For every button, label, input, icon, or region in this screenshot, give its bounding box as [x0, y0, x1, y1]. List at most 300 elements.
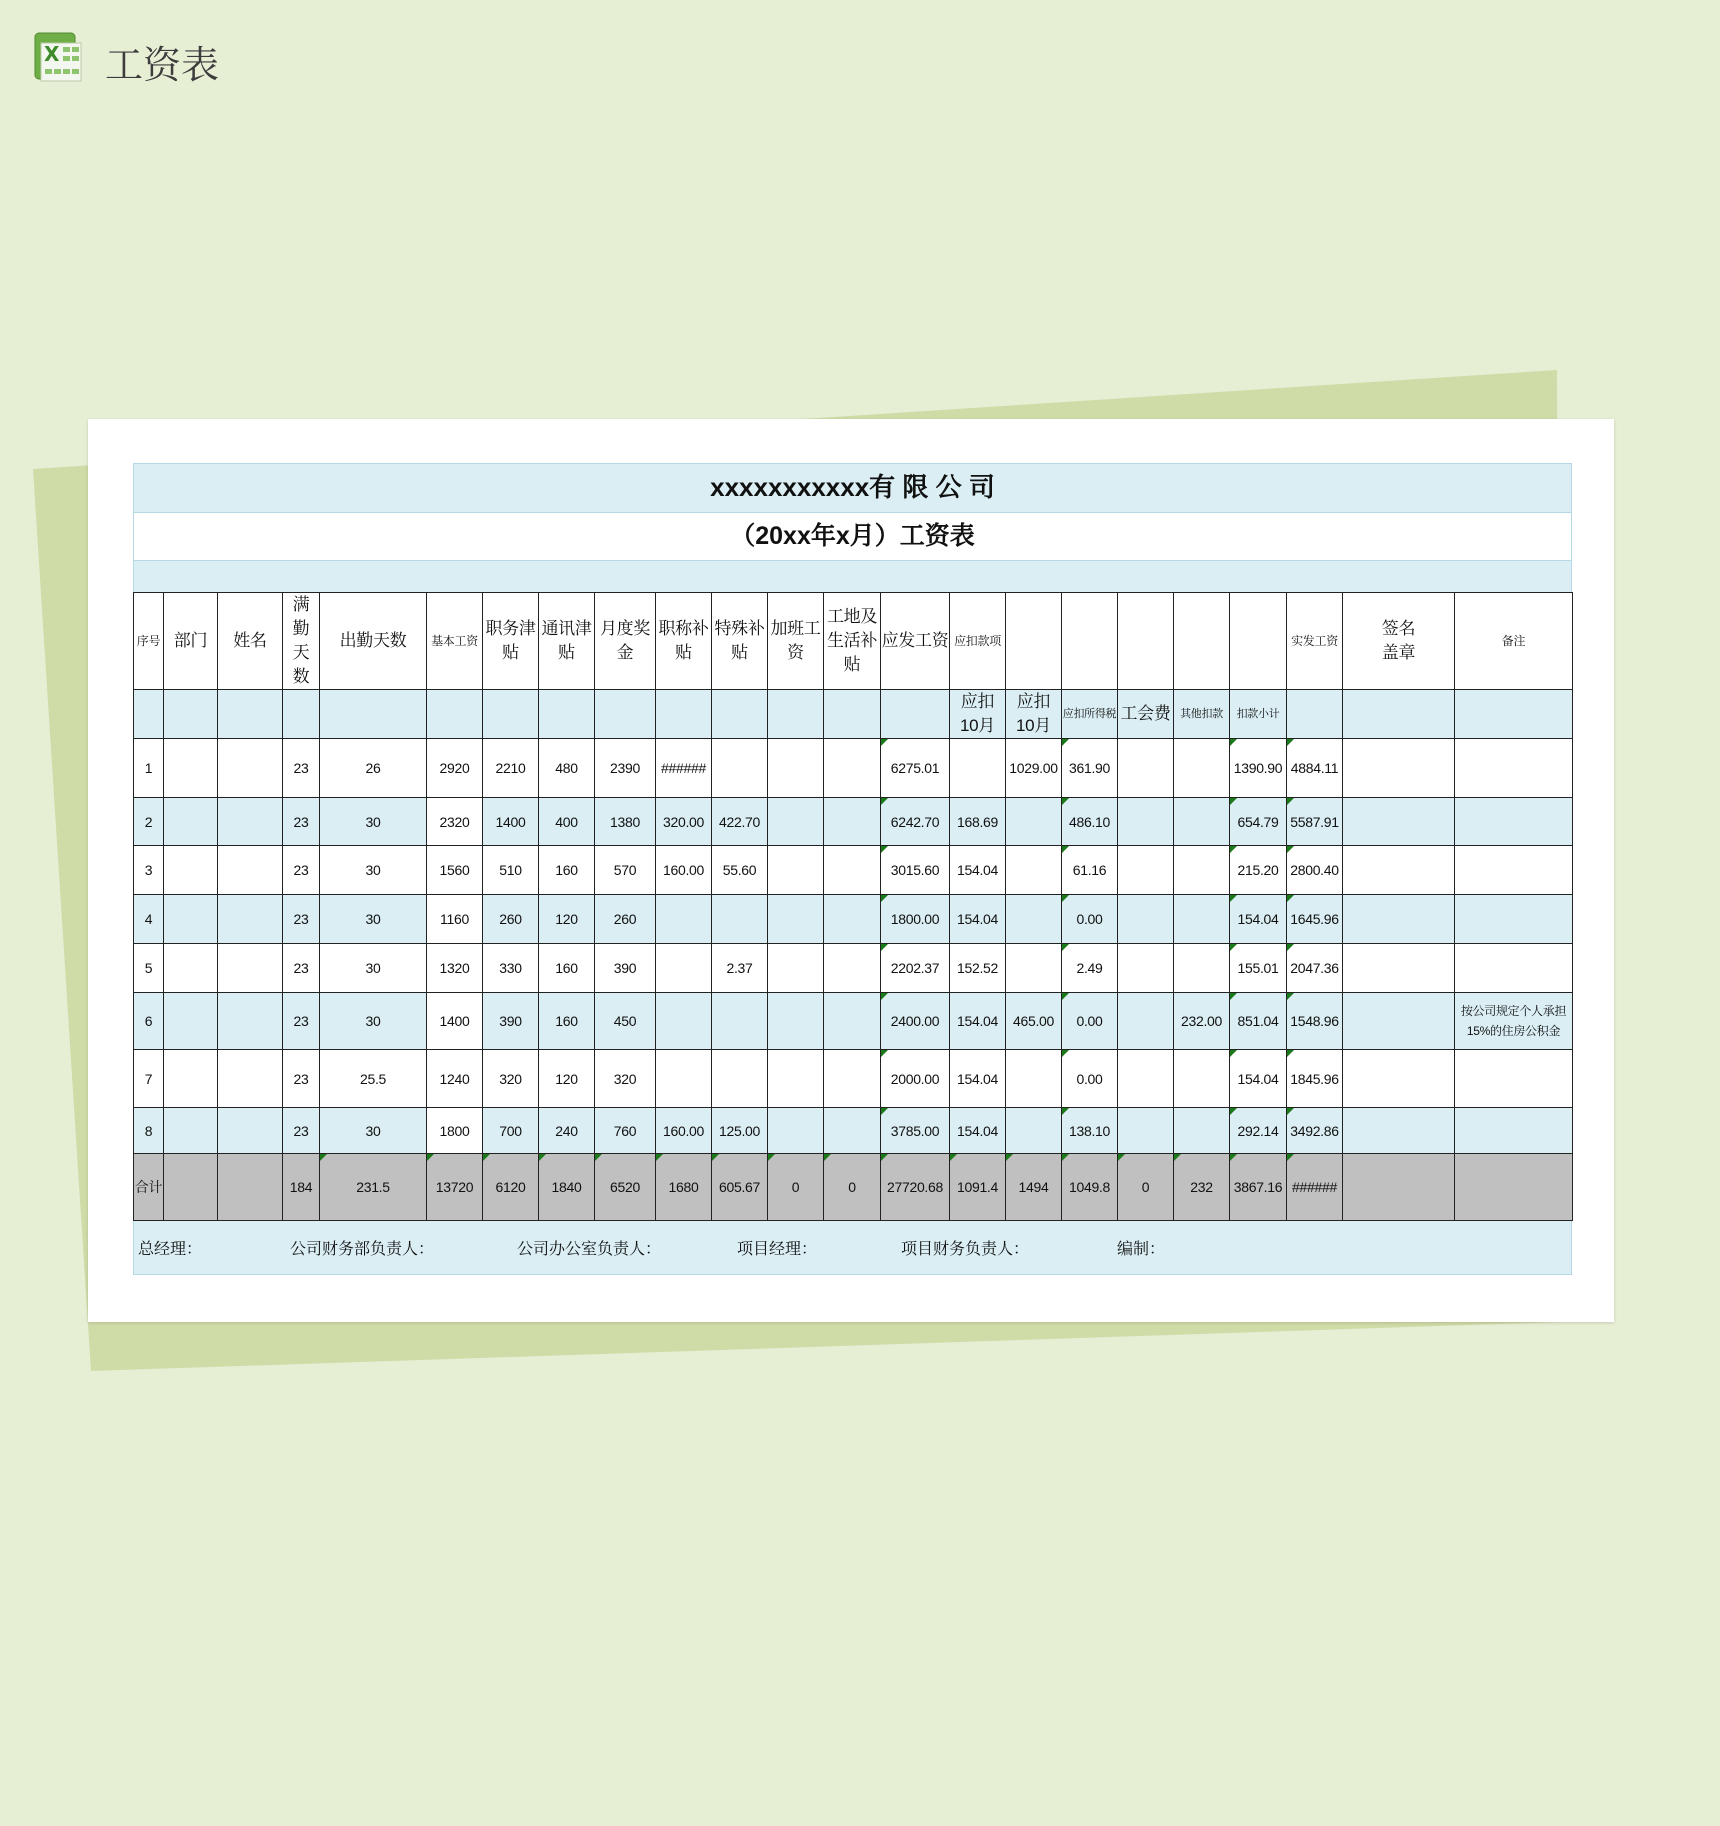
table-cell[interactable] [134, 739, 164, 798]
cell-text: 570 [613, 862, 637, 878]
cell-text: 6520 [610, 1179, 640, 1195]
total-cell[interactable] [768, 1154, 824, 1221]
table-cell[interactable] [881, 846, 950, 895]
note-cell[interactable] [1455, 739, 1573, 798]
total-cell[interactable] [881, 1154, 950, 1221]
cell-text: 25.5 [359, 1070, 387, 1087]
table-cell[interactable] [164, 846, 218, 895]
table-cell[interactable] [164, 895, 218, 944]
table-cell[interactable] [881, 739, 950, 798]
comment-marker-icon [539, 1154, 546, 1161]
table-cell[interactable] [1118, 846, 1174, 895]
table-cell[interactable] [950, 944, 1006, 993]
comment-marker-icon [881, 798, 888, 805]
table-cell[interactable] [1118, 798, 1174, 846]
table-cell[interactable] [595, 739, 656, 798]
table-cell[interactable] [1062, 1050, 1118, 1108]
comment-marker-icon [881, 1108, 888, 1115]
table-cell[interactable] [595, 895, 656, 944]
column-subheader[interactable] [320, 690, 427, 739]
table-cell[interactable] [134, 1108, 164, 1154]
column-subheader[interactable] [824, 690, 881, 739]
table-cell[interactable] [1174, 1050, 1230, 1108]
table-cell[interactable] [539, 798, 595, 846]
table-cell[interactable] [1230, 1108, 1287, 1154]
column-header[interactable] [712, 593, 768, 690]
table-cell[interactable] [539, 895, 595, 944]
total-cell[interactable] [218, 1154, 283, 1221]
column-header[interactable] [824, 593, 881, 690]
total-cell[interactable] [539, 1154, 595, 1221]
total-cell[interactable] [320, 1154, 427, 1221]
total-cell[interactable] [483, 1154, 539, 1221]
column-subheader[interactable] [1062, 690, 1118, 739]
table-cell[interactable] [1006, 846, 1062, 895]
table-cell[interactable] [768, 798, 824, 846]
table-cell[interactable] [1006, 993, 1062, 1050]
note-cell[interactable] [1455, 846, 1573, 895]
cell-text: 154.04 [956, 1122, 999, 1139]
table-cell[interactable] [824, 798, 881, 846]
total-cell[interactable] [1062, 1154, 1118, 1221]
table-cell[interactable] [218, 944, 283, 993]
cell-text: 合计 [134, 1179, 163, 1195]
table-cell[interactable] [1230, 846, 1287, 895]
table-cell[interactable] [539, 993, 595, 1050]
column-header[interactable] [427, 593, 483, 690]
table-cell[interactable] [768, 1050, 824, 1108]
table-cell[interactable] [1174, 798, 1230, 846]
table-cell[interactable] [483, 1050, 539, 1108]
table-cell[interactable] [483, 944, 539, 993]
table-cell[interactable] [656, 798, 712, 846]
column-subheader[interactable] [1118, 690, 1174, 739]
column-header[interactable] [656, 593, 712, 690]
table-cell[interactable] [768, 944, 824, 993]
column-subheader[interactable] [539, 690, 595, 739]
cell-text: 7 [144, 1070, 153, 1087]
table-cell[interactable] [950, 739, 1006, 798]
table-cell[interactable] [1230, 798, 1287, 846]
cell-text: 2.49 [1076, 960, 1103, 976]
table-cell[interactable] [483, 895, 539, 944]
cell-text: 13720 [435, 1179, 474, 1195]
table-cell[interactable] [824, 895, 881, 944]
table-cell[interactable] [1006, 798, 1062, 846]
table-cell[interactable] [320, 1050, 427, 1108]
note-cell[interactable] [1455, 944, 1573, 993]
table-cell[interactable] [427, 739, 483, 798]
cell-text: ###### [661, 760, 706, 776]
column-subheader[interactable] [950, 690, 1006, 739]
table-cell[interactable] [134, 895, 164, 944]
cell-text: 2400.00 [890, 1013, 940, 1029]
cell-text: 390 [613, 960, 637, 976]
table-cell[interactable] [1006, 895, 1062, 944]
table-cell[interactable] [1118, 739, 1174, 798]
table-cell[interactable] [768, 993, 824, 1050]
table-cell[interactable] [1062, 739, 1118, 798]
table-cell[interactable] [881, 1108, 950, 1154]
table-cell[interactable] [712, 798, 768, 846]
note-cell[interactable] [1455, 1108, 1573, 1154]
table-cell[interactable] [1343, 895, 1455, 944]
table-cell[interactable] [824, 944, 881, 993]
table-cell[interactable] [824, 1050, 881, 1108]
table-cell[interactable] [656, 1050, 712, 1108]
table-cell[interactable] [1287, 895, 1343, 944]
table-cell[interactable] [824, 739, 881, 798]
total-cell[interactable] [950, 1154, 1006, 1221]
table-cell[interactable] [483, 739, 539, 798]
cell-text: 160.00 [662, 862, 705, 878]
table-cell[interactable] [1118, 1108, 1174, 1154]
table-cell[interactable] [656, 895, 712, 944]
table-cell[interactable] [1062, 993, 1118, 1050]
comment-marker-icon [1062, 846, 1069, 853]
table-cell[interactable] [1174, 944, 1230, 993]
column-header[interactable] [218, 593, 283, 690]
cell-text: 工地及 生活补 贴 [826, 607, 878, 674]
column-header[interactable] [1174, 593, 1230, 690]
table-cell[interactable] [134, 944, 164, 993]
column-subheader[interactable] [1230, 690, 1287, 739]
column-subheader[interactable] [483, 690, 539, 739]
column-subheader[interactable] [1006, 690, 1062, 739]
table-cell[interactable] [595, 993, 656, 1050]
table-cell[interactable] [824, 993, 881, 1050]
table-cell[interactable] [712, 944, 768, 993]
table-cell[interactable] [1287, 1050, 1343, 1108]
table-cell[interactable] [1287, 798, 1343, 846]
table-cell[interactable] [1287, 739, 1343, 798]
table-cell[interactable] [283, 798, 320, 846]
table-cell[interactable] [712, 1050, 768, 1108]
table-row [134, 739, 1573, 798]
total-cell[interactable] [1287, 1154, 1343, 1221]
cell-text: 1494 [1018, 1179, 1049, 1195]
table-cell[interactable] [427, 1050, 483, 1108]
table-cell[interactable] [427, 846, 483, 895]
table-cell[interactable] [283, 993, 320, 1050]
column-header[interactable] [164, 593, 218, 690]
table-cell[interactable] [283, 895, 320, 944]
table-cell[interactable] [768, 895, 824, 944]
column-subheader[interactable] [218, 690, 283, 739]
table-cell[interactable] [164, 944, 218, 993]
total-cell[interactable] [1006, 1154, 1062, 1221]
table-cell[interactable] [1062, 895, 1118, 944]
table-cell[interactable] [1006, 739, 1062, 798]
excel-icon [31, 31, 85, 85]
column-header[interactable] [1118, 593, 1174, 690]
table-cell[interactable] [218, 1050, 283, 1108]
comment-marker-icon [1230, 846, 1237, 853]
table-cell[interactable] [539, 846, 595, 895]
table-cell[interactable] [283, 1050, 320, 1108]
column-subheader[interactable] [427, 690, 483, 739]
table-cell[interactable] [1174, 1108, 1230, 1154]
column-subheader[interactable] [712, 690, 768, 739]
column-header[interactable] [1455, 593, 1573, 690]
table-cell[interactable] [1230, 993, 1287, 1050]
table-cell[interactable] [164, 993, 218, 1050]
table-cell[interactable] [950, 1108, 1006, 1154]
table-cell[interactable] [164, 1050, 218, 1108]
column-header[interactable] [320, 593, 427, 690]
comment-marker-icon [881, 895, 888, 902]
note-cell[interactable] [1455, 1050, 1573, 1108]
table-cell[interactable] [712, 1108, 768, 1154]
column-subheader[interactable] [1455, 690, 1573, 739]
table-cell[interactable] [1343, 993, 1455, 1050]
table-cell[interactable] [218, 895, 283, 944]
table-cell[interactable] [218, 798, 283, 846]
table-cell[interactable] [595, 798, 656, 846]
total-cell[interactable] [1455, 1154, 1573, 1221]
total-cell[interactable] [656, 1154, 712, 1221]
total-cell[interactable] [824, 1154, 881, 1221]
table-cell[interactable] [1287, 993, 1343, 1050]
column-header[interactable] [1287, 593, 1343, 690]
cell-text: 510 [499, 862, 522, 878]
column-subheader[interactable] [656, 690, 712, 739]
column-subheader[interactable] [595, 690, 656, 739]
signature-label: 编制： [1117, 1241, 1166, 1258]
table-cell[interactable] [320, 1108, 427, 1154]
table-cell[interactable] [1118, 993, 1174, 1050]
cell-text: 30 [365, 862, 381, 878]
cell-text: 1160 [440, 911, 469, 927]
table-cell[interactable] [483, 846, 539, 895]
table-cell[interactable] [283, 739, 320, 798]
table-cell[interactable] [1343, 739, 1455, 798]
total-cell[interactable] [1174, 1154, 1230, 1221]
table-cell[interactable] [1230, 895, 1287, 944]
table-cell[interactable] [320, 798, 427, 846]
table-cell[interactable] [595, 944, 656, 993]
total-cell[interactable] [283, 1154, 320, 1221]
cell-text: 125.00 [718, 1122, 761, 1139]
table-cell[interactable] [320, 993, 427, 1050]
table-cell[interactable] [881, 993, 950, 1050]
table-cell[interactable] [1118, 944, 1174, 993]
table-cell[interactable] [881, 895, 950, 944]
table-cell[interactable] [320, 846, 427, 895]
table-cell[interactable] [427, 944, 483, 993]
table-cell[interactable] [320, 739, 427, 798]
table-cell[interactable] [283, 944, 320, 993]
table-cell[interactable] [1174, 895, 1230, 944]
table-cell[interactable] [712, 739, 768, 798]
table-cell[interactable] [1062, 1108, 1118, 1154]
note-cell[interactable] [1455, 895, 1573, 944]
total-cell[interactable] [1230, 1154, 1287, 1221]
note-cell[interactable] [1455, 798, 1573, 846]
table-cell[interactable] [427, 895, 483, 944]
table-cell[interactable] [134, 798, 164, 846]
table-cell[interactable] [539, 944, 595, 993]
table-cell[interactable] [881, 944, 950, 993]
table-cell[interactable] [1006, 944, 1062, 993]
table-cell[interactable] [1230, 1050, 1287, 1108]
table-cell[interactable] [881, 798, 950, 846]
note-cell[interactable] [1455, 993, 1573, 1050]
table-cell[interactable] [656, 993, 712, 1050]
table-cell[interactable] [712, 846, 768, 895]
table-cell[interactable] [164, 739, 218, 798]
column-header[interactable] [134, 593, 164, 690]
table-cell[interactable] [320, 895, 427, 944]
table-cell[interactable] [427, 1108, 483, 1154]
column-header[interactable] [1006, 593, 1062, 690]
table-cell[interactable] [656, 944, 712, 993]
table-cell[interactable] [595, 1108, 656, 1154]
total-cell[interactable] [712, 1154, 768, 1221]
table-cell[interactable] [950, 895, 1006, 944]
table-cell[interactable] [1343, 798, 1455, 846]
table-cell[interactable] [1287, 846, 1343, 895]
column-subheader[interactable] [768, 690, 824, 739]
cell-text: 1400 [439, 1013, 470, 1029]
cell-text: 320 [613, 1070, 637, 1087]
table-cell[interactable] [768, 739, 824, 798]
table-cell[interactable] [134, 1050, 164, 1108]
table-cell[interactable] [539, 1050, 595, 1108]
table-cell[interactable] [427, 798, 483, 846]
column-subheader[interactable] [881, 690, 950, 739]
table-cell[interactable] [1062, 798, 1118, 846]
table-cell[interactable] [1174, 739, 1230, 798]
company-title: xxxxxxxxxxx有 限 公 司 [133, 463, 1572, 512]
table-cell[interactable] [1230, 739, 1287, 798]
column-header[interactable] [1343, 593, 1455, 690]
cell-text: 260 [499, 911, 522, 927]
table-cell[interactable] [1230, 944, 1287, 993]
table-cell[interactable] [656, 739, 712, 798]
comment-marker-icon [483, 1154, 490, 1161]
table-cell[interactable] [1174, 846, 1230, 895]
total-cell[interactable] [427, 1154, 483, 1221]
table-cell[interactable] [950, 993, 1006, 1050]
table-cell[interactable] [1006, 1108, 1062, 1154]
column-subheader[interactable] [1287, 690, 1343, 739]
cell-text: 154.04 [956, 862, 999, 878]
table-cell[interactable] [1062, 944, 1118, 993]
table-cell[interactable] [881, 1050, 950, 1108]
comment-marker-icon [427, 1154, 434, 1161]
table-cell[interactable] [164, 798, 218, 846]
cell-text: 154.04 [956, 1013, 999, 1029]
column-header[interactable] [881, 593, 950, 690]
cell-text: 2000.00 [890, 1070, 940, 1087]
cell-text: 5587.91 [1290, 813, 1339, 830]
cell-text: 0 [848, 1179, 856, 1195]
column-header[interactable] [283, 593, 320, 690]
table-cell[interactable] [134, 846, 164, 895]
table-cell[interactable] [134, 993, 164, 1050]
column-header[interactable] [1230, 593, 1287, 690]
table-cell[interactable] [768, 1108, 824, 1154]
total-cell[interactable] [595, 1154, 656, 1221]
table-cell[interactable] [283, 846, 320, 895]
column-header[interactable] [595, 593, 656, 690]
total-cell[interactable] [164, 1154, 218, 1221]
column-header[interactable] [950, 593, 1006, 690]
table-cell[interactable] [218, 993, 283, 1050]
table-cell[interactable] [712, 993, 768, 1050]
table-cell[interactable] [1006, 1050, 1062, 1108]
table-cell[interactable] [950, 798, 1006, 846]
table-cell[interactable] [539, 739, 595, 798]
total-cell[interactable] [1343, 1154, 1455, 1221]
comment-marker-icon [1287, 739, 1294, 746]
column-header[interactable] [539, 593, 595, 690]
table-cell[interactable] [1343, 1050, 1455, 1108]
table-cell[interactable] [824, 846, 881, 895]
column-subheader[interactable] [1343, 690, 1455, 739]
comment-marker-icon [1062, 798, 1069, 805]
table-cell[interactable] [218, 739, 283, 798]
column-subheader[interactable] [283, 690, 320, 739]
table-cell[interactable] [283, 1108, 320, 1154]
table-cell[interactable] [656, 1108, 712, 1154]
table-cell[interactable] [427, 993, 483, 1050]
table-cell[interactable] [218, 1108, 283, 1154]
table-cell[interactable] [1062, 846, 1118, 895]
table-cell[interactable] [218, 846, 283, 895]
table-cell[interactable] [1118, 1050, 1174, 1108]
table-cell[interactable] [320, 944, 427, 993]
table-cell[interactable] [950, 846, 1006, 895]
app-title: 工资表 [105, 43, 220, 87]
salary-table [133, 592, 1573, 1221]
cell-text: 605.67 [718, 1179, 761, 1195]
column-subheader[interactable] [1174, 690, 1230, 739]
table-cell[interactable] [1343, 1108, 1455, 1154]
table-cell[interactable] [1287, 944, 1343, 993]
cell-text: 扣款小计 [1236, 708, 1280, 720]
table-cell[interactable] [1343, 944, 1455, 993]
table-cell[interactable] [164, 1108, 218, 1154]
column-subheader[interactable] [134, 690, 164, 739]
table-cell[interactable] [656, 846, 712, 895]
column-header[interactable] [483, 593, 539, 690]
table-cell[interactable] [483, 993, 539, 1050]
table-cell[interactable] [539, 1108, 595, 1154]
table-cell[interactable] [1174, 993, 1230, 1050]
column-header[interactable] [1062, 593, 1118, 690]
table-cell[interactable] [1118, 895, 1174, 944]
table-cell[interactable] [824, 1108, 881, 1154]
table-cell[interactable] [1343, 846, 1455, 895]
column-header[interactable] [768, 593, 824, 690]
column-subheader[interactable] [164, 690, 218, 739]
table-cell[interactable] [950, 1050, 1006, 1108]
cell-text: 1560 [439, 862, 470, 878]
table-cell[interactable] [768, 846, 824, 895]
table-cell[interactable] [712, 895, 768, 944]
table-cell[interactable] [1287, 1108, 1343, 1154]
table-cell[interactable] [483, 1108, 539, 1154]
table-cell[interactable] [483, 798, 539, 846]
total-cell[interactable] [1118, 1154, 1174, 1221]
table-cell[interactable] [595, 846, 656, 895]
cell-text: 23 [293, 813, 309, 830]
cell-text: 3785.00 [890, 1122, 940, 1139]
total-cell[interactable] [134, 1154, 164, 1221]
table-cell[interactable] [595, 1050, 656, 1108]
